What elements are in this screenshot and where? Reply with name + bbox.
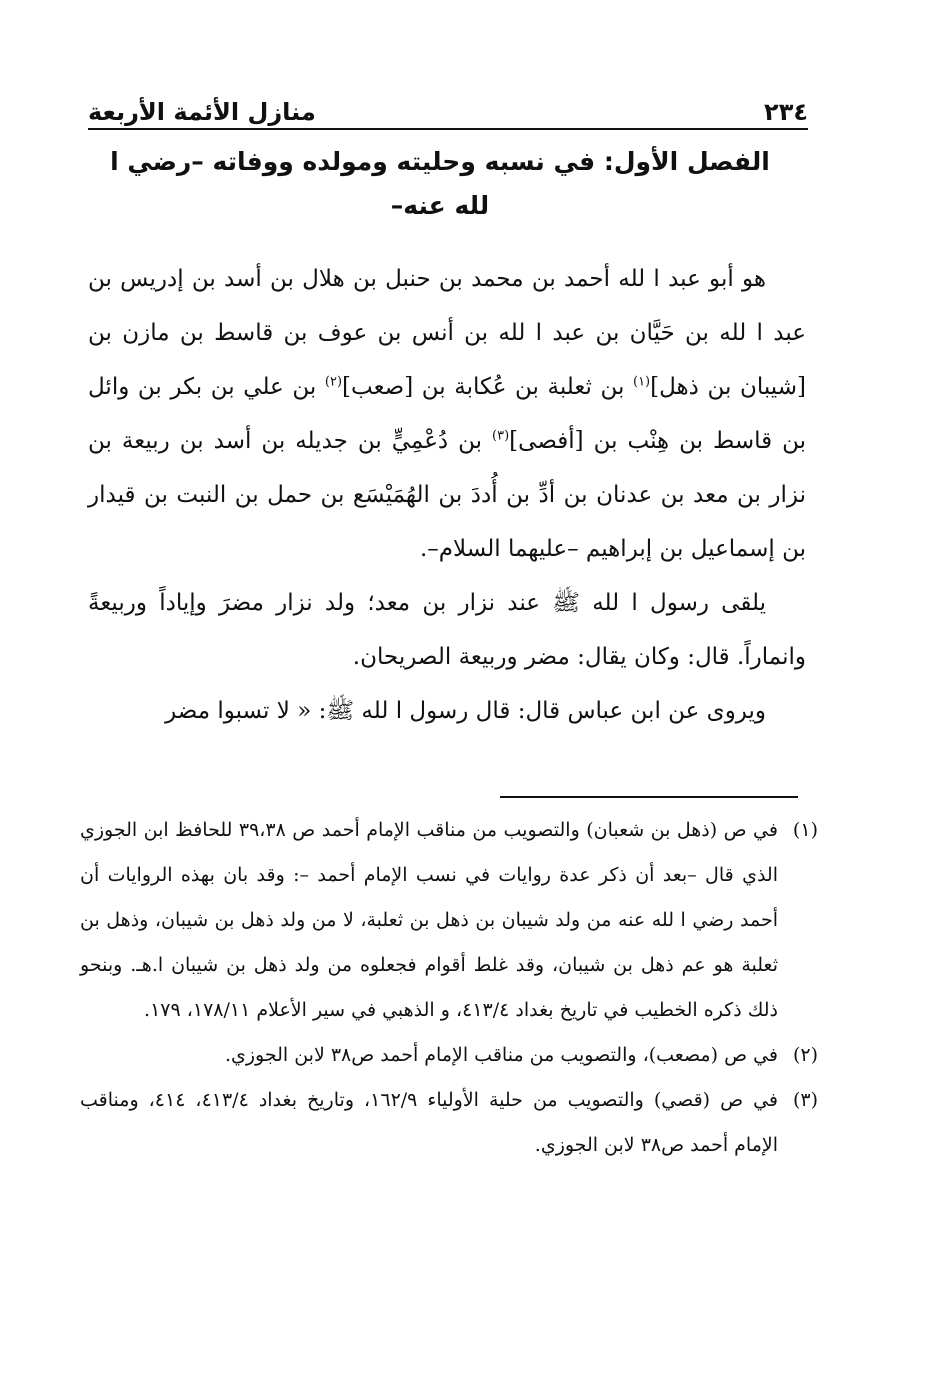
footnote-text: في ص (مصعب)، والتصويب من مناقب الإمام أحمد ص٣٨ لابن الجوزي. bbox=[224, 1044, 778, 1066]
page-number: ٢٣٤ bbox=[764, 98, 808, 126]
footnote-ref-1: (١) bbox=[632, 374, 651, 390]
footnotes bbox=[80, 808, 818, 1168]
footnote-number: (٣) bbox=[792, 1089, 819, 1111]
footnote-ref-3: (٣) bbox=[492, 428, 510, 444]
footnote-2 bbox=[80, 1033, 818, 1078]
header-rule bbox=[88, 128, 808, 130]
lineage-text-part-1: هو أبو عبد ا لله أحمد بن محمد بن حنبل بن هلال بن أسد بن إدريس بن عبد ا لله بن حَيَّان بن عبد ا لله بن أنس بن عوف بن قاسط بن مازن بن [شيبان بن ذهل] bbox=[88, 266, 806, 400]
book-title: منازل الأئمة الأربعة bbox=[88, 98, 316, 126]
footnote-text: في ص (ذهل بن شعبان) والتصويب من مناقب الإمام أحمد ص ٣٩،٣٨ للحافظ ابن الجوزي الذي قال –بعد أن ذكر عدة روايات في نسب الإمام أحمد –: وقد بان بهذه الروايات أن أحمد رضي ا لله عنه من ولد شيبان بن ذهل بن ثعلبة، لا من ولد ذهل بن شيبان، وذهل بن ثعلبة هو عم ذهل بن شيبان، وقد غلط أقوام فجعلوه من ولد ذهل بن شيبان ا.هـ. وبنحو ذلك ذكره الخطيب في تاريخ بغداد ٤١٣/٤، و الذهبي في سير الأعلام ١٧٨/١١، ١٧٩. bbox=[80, 819, 778, 1021]
footnote-text: في ص (قصي) والتصويب من حلية الأولياء ١٦٢/٩، وتاريخ بغداد ٤١٣/٤، ٤١٤، ومناقب الإمام أحمد ص٣٨ لابن الجوزي. bbox=[80, 1089, 779, 1156]
lineage-text-part-2: بن ثعلبة بن عُكابة بن [صعب] bbox=[342, 374, 633, 400]
footnote-ref-2: (٢) bbox=[324, 374, 343, 390]
footnote-separator bbox=[500, 796, 798, 798]
footnote-number: (٢) bbox=[792, 1044, 818, 1066]
footnote-3 bbox=[80, 1078, 818, 1168]
footnote-number: (١) bbox=[792, 819, 818, 841]
lineage-text-part-3: بن علي بن بكر بن وائل بن قاسط بن هِنْب بن [أفصى] bbox=[88, 374, 806, 454]
meeting-paragraph: يلقى رسول ا لله ﷺ عند نزار بن معد؛ ولد نزار مضرَ وإياداً وربيعةً وانماراً. قال: وكان يقال: مضر وربيعة الصريحان. bbox=[88, 590, 806, 670]
hadith-paragraph: ويروى عن ابن عباس قال: قال رسول ا لله ﷺ: « لا تسبوا مضر bbox=[165, 698, 766, 724]
lineage-text-part-4: بن دُعْمِيٍّ بن جديله بن أسد بن ربيعة بن نزار بن معد بن عدنان بن أدِّ بن أُددَ بن الهُمَيْسَع بن حمل بن النبت بن قيدار بن إسماعيل بن إبراهيم –عليهما السلام–. bbox=[88, 428, 806, 562]
lineage-paragraph bbox=[88, 252, 806, 576]
footnote-1 bbox=[80, 808, 818, 1033]
chapter-title: الفصل الأول: في نسبه وحليته ومولده ووفاته –رضي ا لله عنه– bbox=[110, 147, 770, 220]
body-text bbox=[88, 252, 806, 738]
running-header bbox=[88, 86, 808, 126]
